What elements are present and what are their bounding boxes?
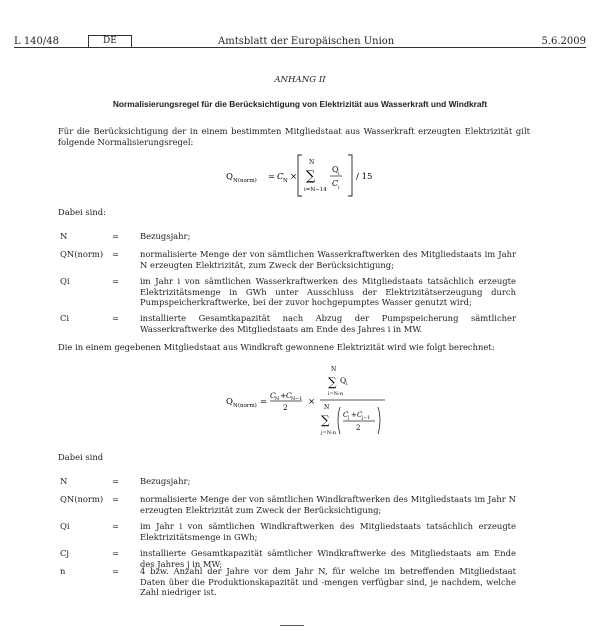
- header-rule: [14, 47, 586, 48]
- f1-times: ×: [290, 172, 298, 182]
- f2-sum1-sub: i: [346, 382, 348, 387]
- f1-den-sub: i: [338, 185, 340, 191]
- language-badge: DE: [88, 35, 132, 48]
- f2-inner-c2: C: [357, 411, 363, 419]
- f2-sum1-bottom: i=N-n: [328, 391, 344, 397]
- wdef4-eq: =: [112, 548, 120, 558]
- wdef5-term: n: [60, 566, 66, 576]
- f2-lhs: Q: [226, 397, 233, 407]
- f2-sum2-top: N: [324, 404, 330, 411]
- def2-eq: =: [112, 249, 120, 259]
- wdef2-eq: =: [112, 494, 120, 504]
- wdef3-eq: =: [112, 521, 120, 531]
- f2-sum1-top: N: [331, 366, 337, 373]
- def3-term: Qi: [60, 276, 70, 286]
- intro-paragraph: Für die Berücksichtigung der in einem bestimmten Mitgliedstaat aus Wasserkraft erzeugten Elektrizität gilt folgende Normalisierungsregel:: [58, 126, 530, 147]
- def4-eq: =: [112, 313, 120, 323]
- wind-intro: Die in einem gegebenen Mitgliedstaat aus Windkraft gewonnene Elektrizität wird wie folgt berechnet:: [58, 342, 495, 352]
- wind-normalisation-formula: [220, 362, 440, 440]
- f2-sigma2: ∑: [321, 413, 330, 427]
- f2-inner-sub1: j: [348, 416, 350, 421]
- wdef1-term: N: [60, 476, 68, 486]
- f1-sum-top: N: [309, 159, 315, 166]
- annex-label: ANHANG II: [274, 75, 326, 85]
- annex-title: Normalisierungsregel für die Berücksichtigung von Elektrizität aus Wasserkraft und Windkraft: [112, 99, 488, 109]
- f1-cn: C: [277, 172, 284, 182]
- wdef5-text: 4 bzw. Anzahl der Jahre vor dem Jahr N, für welche im betreffenden Mitgliedstaat Daten über die Produktionskapazität und -mengen verfügbar sind, je nachdem, welche Zahl niedriger ist.: [140, 566, 516, 597]
- dabei-label-2: Dabei sind: [58, 452, 104, 462]
- f1-num: Q: [332, 165, 339, 174]
- def3-eq: =: [112, 276, 120, 286]
- f1-sum-bottom: i=N−14: [304, 187, 327, 193]
- f2-inner-plus: +: [351, 411, 357, 419]
- f1-lhs-sub: N(norm): [233, 178, 257, 184]
- footer-rule: [280, 625, 304, 626]
- def3-text: im Jahr i von sämtlichen Wasserkraftwerken des Mitgliedstaats tatsächlich erzeugte Elektrizitätsmenge in GWh unter Ausschluss der Elektrizitätserzeugung durch Pumpspeicherkraftwerke, bei der zuvor hochgepumptes Wasser genutzt wird;: [140, 276, 516, 307]
- dabei-label-1: Dabei sind:: [58, 207, 106, 217]
- f1-eq: =: [268, 172, 276, 182]
- wdef2-term: QN(norm): [60, 494, 104, 504]
- f1-sigma: ∑: [306, 169, 316, 184]
- f2-inner-den: 2: [356, 424, 361, 432]
- f2-lhs-sub: N(norm): [233, 403, 257, 409]
- def1-text: Bezugsjahr;: [140, 231, 191, 241]
- f2-sum1-body: Q: [340, 376, 347, 385]
- f1-lhs: Q: [226, 172, 233, 182]
- wdef3-text: im Jahr i von sämtlichen Windkraftwerken des Mitgliedstaats tatsächlich erzeugte Elektrizitätsmenge in GWh;: [140, 521, 516, 542]
- publication-date: 5.6.2009: [541, 36, 586, 47]
- f1-div: / 15: [356, 172, 373, 182]
- wdef2-text: normalisierte Menge der von sämtlichen Windkraftwerken des Mitgliedstaats im Jahr N erzeugten Elektrizität zum Zweck der Berücksichtigung;: [140, 494, 516, 515]
- def1-term: N: [60, 231, 68, 241]
- f1-cn-sub: N: [283, 178, 288, 184]
- def1-eq: =: [112, 231, 120, 241]
- f2-times: ×: [308, 397, 316, 407]
- def2-text: normalisierte Menge der von sämtlichen Wasserkraftwerken des Mitgliedstaats im Jahr N erzeugten Elektrizität, zum Zweck der Berücksichtigung;: [140, 249, 516, 270]
- f2-num-sub1: N: [275, 397, 280, 402]
- def2-term: QN(norm): [60, 249, 104, 259]
- def4-text: installierte Gesamtkapazität nach Abzug der Pumpspeicherung sämtlicher Wasserkraftwerke des Mitgliedstaats am Ende des Jahres i in MW.: [140, 313, 516, 334]
- def4-term: Ci: [60, 313, 70, 323]
- f1-num-sub: i: [338, 171, 340, 177]
- wdef5-eq: =: [112, 566, 120, 576]
- f2-sum2-bottom: j=N-n: [321, 430, 337, 436]
- hydro-normalisation-formula: [220, 150, 390, 200]
- wdef3-term: Qi: [60, 521, 70, 531]
- f2-num-den: 2: [283, 403, 288, 412]
- page-number: L 140/48: [14, 36, 59, 47]
- wdef1-text: Bezugsjahr;: [140, 476, 191, 486]
- f2-inner-sub2: j−1: [362, 416, 371, 421]
- journal-title: Amtsblatt der Europäischen Union: [218, 36, 395, 47]
- f2-plus: +: [280, 391, 287, 400]
- f2-num-c1: C: [270, 391, 276, 400]
- f2-num-sub2: N−1: [291, 397, 303, 402]
- wdef4-text: installierte Gesamtkapazität sämtlicher Windkraftwerke des Mitgliedstaats am Ende des Jahres j in MW;: [140, 548, 516, 569]
- wdef1-eq: =: [112, 476, 120, 486]
- f2-inner-c1: C: [343, 411, 349, 419]
- f2-num-c2: C: [286, 391, 292, 400]
- wdef4-term: Cj: [60, 548, 70, 558]
- f2-sigma1: ∑: [328, 375, 337, 389]
- f1-den: C: [332, 179, 339, 188]
- f2-eq: =: [260, 397, 268, 407]
